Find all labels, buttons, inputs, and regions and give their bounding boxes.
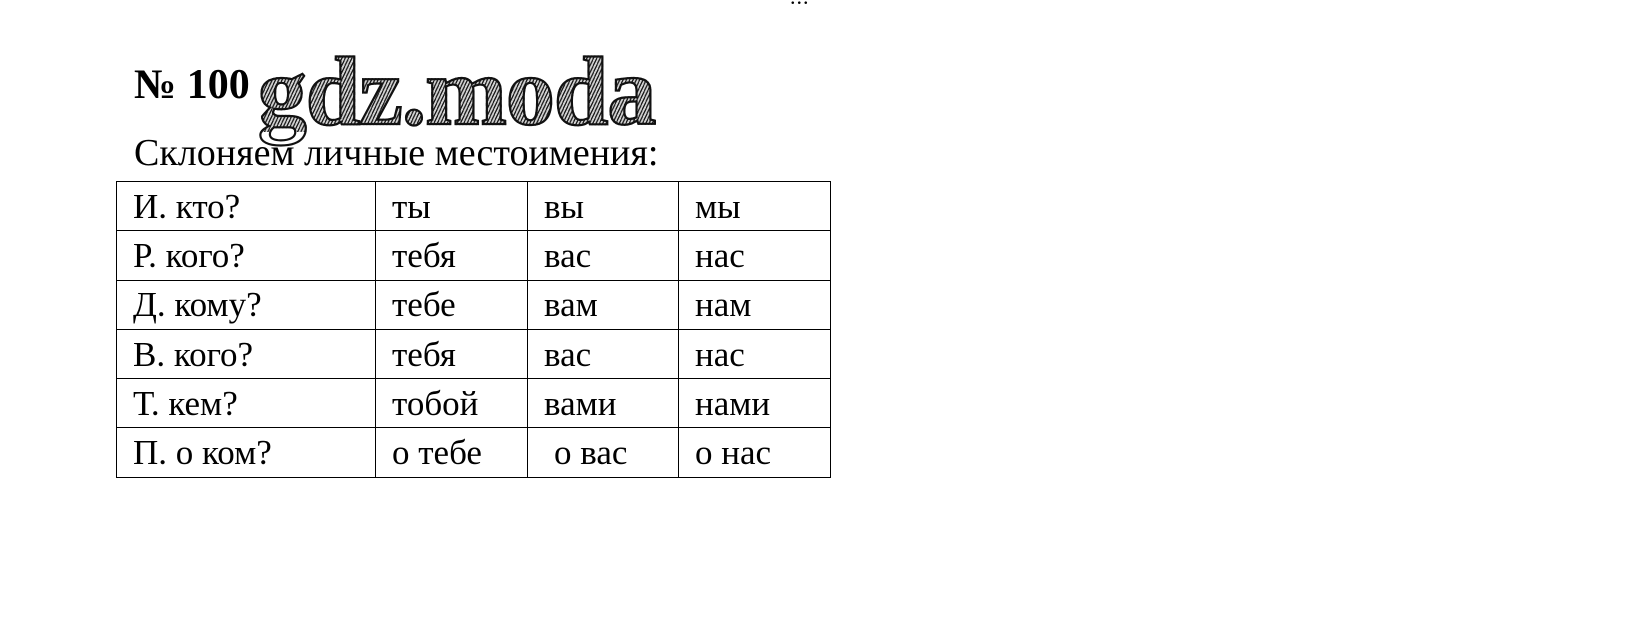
pronoun-vy-cell: вас bbox=[528, 329, 679, 378]
pronoun-my-cell: нас bbox=[679, 329, 831, 378]
task-number: № 100 bbox=[134, 62, 250, 108]
case-question-cell: Т. кем? bbox=[117, 379, 376, 428]
table-row bbox=[117, 280, 831, 329]
case-question-cell: В. кого? bbox=[117, 329, 376, 378]
case-question-cell: Р. кого? bbox=[117, 231, 376, 280]
pronoun-vy-cell: вами bbox=[528, 379, 679, 428]
table-row bbox=[117, 329, 831, 378]
pronoun-ty-cell: о тебе bbox=[376, 428, 528, 477]
pronoun-my-cell: о нас bbox=[679, 428, 831, 477]
pronoun-my-cell: нами bbox=[679, 379, 831, 428]
pronoun-vy-cell: о вас bbox=[528, 428, 679, 477]
heading bbox=[134, 37, 656, 146]
table-row bbox=[117, 379, 831, 428]
pronoun-my-cell: нам bbox=[679, 280, 831, 329]
pronoun-vy-cell: вы bbox=[528, 182, 679, 231]
pronoun-my-cell: мы bbox=[679, 182, 831, 231]
pronoun-ty-cell: тобой bbox=[376, 379, 528, 428]
case-question-cell: И. кто? bbox=[117, 182, 376, 231]
pronoun-ty-cell: тебя bbox=[376, 329, 528, 378]
pronoun-vy-cell: вас bbox=[528, 231, 679, 280]
case-question-cell: П. о ком? bbox=[117, 428, 376, 477]
table-row bbox=[117, 428, 831, 477]
pronoun-my-cell: нас bbox=[679, 231, 831, 280]
pronoun-ty-cell: тебе bbox=[376, 280, 528, 329]
pronoun-declension-table bbox=[116, 181, 831, 478]
case-question-cell: Д. кому? bbox=[117, 280, 376, 329]
watermark-logo: gdz.moda bbox=[257, 37, 656, 146]
table-row bbox=[117, 231, 831, 280]
page-top-mark bbox=[790, 0, 810, 10]
table-row bbox=[117, 182, 831, 231]
task-instruction: Склоняем личные местоимения: bbox=[134, 132, 659, 174]
pronoun-vy-cell: вам bbox=[528, 280, 679, 329]
pronoun-ty-cell: тебя bbox=[376, 231, 528, 280]
pronoun-ty-cell: ты bbox=[376, 182, 528, 231]
